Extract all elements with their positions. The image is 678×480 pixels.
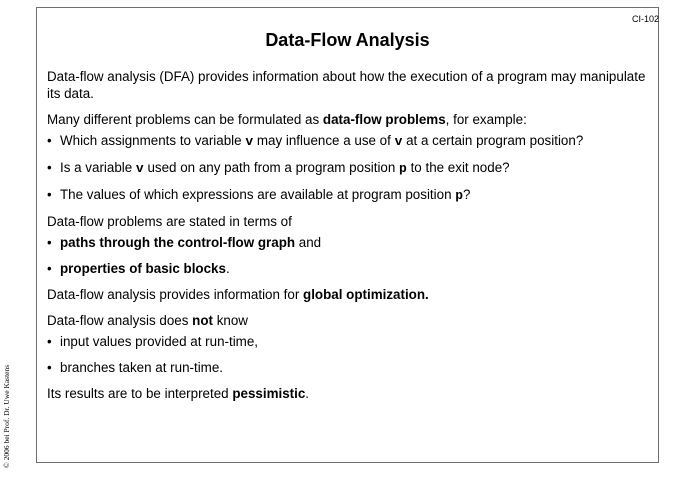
problems-lead: Many different problems can be formulated as data-flow problems, for example: <box>47 112 527 127</box>
unknown-item-1: • input values provided at run-time, <box>47 333 647 350</box>
slide-content <box>47 68 647 402</box>
stated-item-2: • properties of basic blocks. <box>47 260 647 277</box>
global-optimization-line: Data-flow analysis provides information for global optimization. <box>47 287 429 302</box>
unknown-item-2: • branches taken at run-time. <box>47 359 647 376</box>
stated-lead: Data-flow problems are stated in terms of <box>47 214 292 229</box>
page-title: Data-Flow Analysis <box>265 30 430 50</box>
problem-item-2: • Is a variable v used on any path from a program position p to the exit node? <box>47 159 647 177</box>
problem-item-3: • The values of which expressions are available at program position p? <box>47 186 647 204</box>
intro-paragraph: Data-flow analysis (DFA) provides information about how the execution of a program may manipulate its data. <box>47 69 646 101</box>
problem-item-1: • Which assignments to variable v may influence a use of v at a certain program position? <box>47 132 647 150</box>
unknown-lead: Data-flow analysis does not know <box>47 313 248 328</box>
copyright-note: © 2006 bei Prof. Dr. Uwe Kastens <box>2 364 11 468</box>
slide-id: CI-102 <box>631 14 659 24</box>
results-line: Its results are to be interpreted pessimistic. <box>47 386 310 401</box>
stated-item-1: • paths through the control-flow graph and <box>47 234 647 251</box>
